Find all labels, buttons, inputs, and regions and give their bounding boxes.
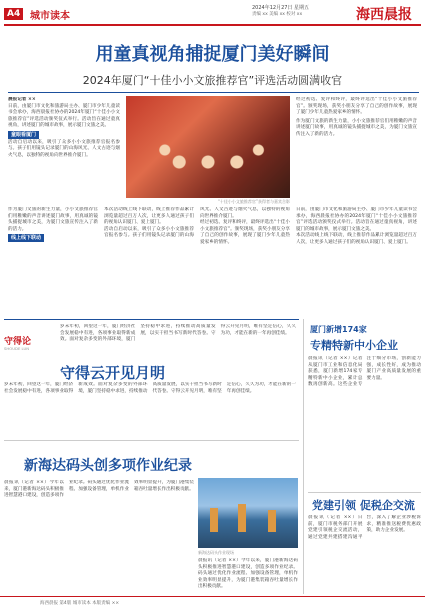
editorial-divider bbox=[4, 440, 299, 441]
byline: 晨报记者 ×× bbox=[8, 97, 36, 102]
lead-column-right-lower bbox=[296, 207, 417, 307]
lead-column-4 bbox=[296, 97, 417, 205]
lead-para-5b: 本次活动线上线下联动，线上推荐作品累计浏览量超过百万人次，让更多人通过孩子们的视角认识厦门、爱上厦门。 bbox=[296, 233, 417, 245]
date-line: 2024年12月27日 星期五 bbox=[252, 5, 310, 11]
footer-text: 海西晨报 第4版 城市读本 本版责编 ×× bbox=[40, 601, 120, 606]
section-head-1: 童眼看厦门 bbox=[8, 131, 39, 139]
port-body: 晨报讯（记者 ××）今年以来，厦门港新海达码头积极推进智慧港口建设，创造多项作业纪录。码头通过优化作业流程、加强设备管理，单机作业效率明显提升，为厦门港集装箱吞吐量增长作出积极贡献。 bbox=[4, 480, 194, 499]
lead-para-2: 活动自启动以来，吸引了众多小小文旅推荐官报名参与。孩子们用镜头记录厦门的山海风光、人文古迹与烟火气息，以独特的视角向世界推介厦门。 bbox=[8, 139, 120, 158]
right-bottom-body: 晨报讯（记者 ××）日前，厦门市税务部门开展党建引领税企交流活动，通过党建共建搭建沟通平台，深入了解企业涉税诉求，精准推送税费优惠政策，助力企业发展。 bbox=[308, 515, 421, 540]
section-head-2: 线上线下联动 bbox=[8, 234, 44, 242]
port-photo-caption: 新海达码头作业现场 bbox=[198, 550, 234, 555]
lead-para-3b: 经过初选、复评和终评，最终评选出“十佳小小文旅推荐官”。颁奖现场，获奖小朋友分享了自己的创作故事，展现了厦门少年儿童热爱家乡的情怀。 bbox=[200, 220, 290, 245]
editorial-label: 守得论 bbox=[4, 337, 32, 347]
right-top-headline: 专精特新中小企业 bbox=[310, 339, 398, 352]
editorial-body: 岁末年初，回望这一年，厦门经济社会发展稳中有进，各项事业取得新成效。面对复杂多变的外部环境，厦门坚持稳中求进，持续推动高质量发展，以实干担当书写新时代答卷。守得云开见月明，唯有坚定信心，久久为功，才能在新的一年再创佳绩。 bbox=[4, 382, 296, 394]
lead-headline: 用童真视角捕捉厦门美好瞬间 bbox=[95, 44, 330, 65]
lead-para-3: 经过初选、复评和终评，最终评选出“十佳小小文旅推荐官”。颁奖现场，获奖小朋友分享了自己的创作故事，展现了厦门少年儿童热爱家乡的情怀。 bbox=[296, 97, 417, 116]
lead-subtitle: 2024年厦门“十佳小小文旅推荐官”评选活动圆满收官 bbox=[82, 74, 343, 87]
lead-para-1: 日前，由厦门市文化和旅游局主办、厦门市少年儿童读书会承办，海西晨报社协办的2024年厦门“十佳小小文旅推荐官”评选活动颁奖仪式举行。活动旨在通过童真视角，讲述厦门的城市故事，展示厦门文旅之美。 bbox=[8, 103, 120, 129]
lead-photo bbox=[126, 96, 290, 198]
right-divider bbox=[308, 492, 421, 493]
port-body-right: 晨报讯（记者 ××）今年以来，厦门港新海达码头积极推进智慧港口建设，创造多项作业纪录。码头通过优化作业流程、加强设备管理，单机作业效率明显提升，为厦门港集装箱吞吐量增长作出积极贡献。 bbox=[198, 558, 298, 590]
editorial-intro: 岁末年初，回望这一年，厦门经济社会发展稳中有进，各项事业取得新成效。面对复杂多变的外部环境，厦门坚持稳中求进，持续推动高质量发展，以实干担当书写新时代答卷。守得云开见月明，唯有坚定信心，久久为功，才能在新的一年再创佳绩。 bbox=[60, 324, 296, 343]
port-photo bbox=[198, 478, 298, 548]
page-header bbox=[0, 0, 425, 28]
lead-para-1b: 日前，由厦门市文化和旅游局主办、厦门市少年儿童读书会承办，海西晨报社协办的2024年厦门“十佳小小文旅推荐官”评选活动颁奖仪式举行。活动旨在通过童真视角，讲述厦门的城市故事，展示厦门文旅之美。 bbox=[296, 207, 417, 232]
lead-column-1 bbox=[8, 97, 120, 205]
lead-para-2b: 活动自启动以来，吸引了众多小小文旅推荐官报名参与。孩子们用镜头记录厦门的山海风光、人文古迹与烟火气息，以独特的视角向世界推介厦门。 bbox=[104, 207, 290, 239]
page-number: A4 bbox=[4, 8, 23, 20]
right-top-kicker: 厦门新增174家 bbox=[310, 325, 367, 334]
photo-people bbox=[136, 126, 280, 186]
port-headline: 新海达码头创多项作业纪录 bbox=[24, 458, 192, 474]
lead-para-4: 作为厦门文旅的新生力量，小小文旅推荐官们用稚嫩的声音讲述厦门故事，用真诚的镜头捕捉城市之美，为厦门文旅宣传注入了新的活力。 bbox=[296, 118, 417, 137]
lead-lower-columns bbox=[8, 207, 290, 307]
editorial-sublabel: SHOUDE LUN bbox=[4, 346, 30, 351]
column-divider bbox=[303, 319, 304, 594]
lead-para-4b: 作为厦门文旅的新生力量，小小文旅推荐官们用稚嫩的声音讲述厦门故事，用真诚的镜头捕捉城市之美，为厦门文旅宣传注入了新的活力。 bbox=[8, 207, 98, 232]
right-top-body: 晨报讯（记者 ××）记者从厦门市工业和信息化局获悉，厦门新增174家专精特新中小企业，累计总数再创新高。这些企业专注于细分市场，创新能力强，成长性好，成为推动厦门产业高质量发展的重要力量。 bbox=[308, 356, 421, 388]
crane-shape bbox=[238, 504, 246, 532]
newspaper-logo: 海西晨报 bbox=[356, 7, 412, 23]
photo-caption: “十佳小小文旅推荐官”获得者与嘉宾合影 bbox=[217, 199, 290, 204]
lead-para-5: 本次活动线上线下联动，线上推荐作品累计浏览量超过百万人次，让更多人通过孩子们的视角认识厦门、爱上厦门。 bbox=[104, 207, 194, 226]
editor-line: 责编 xx 美编 xx 校对 xx bbox=[252, 12, 303, 17]
editorial-headline: 守得云开见月明 bbox=[60, 364, 166, 382]
crane-shape bbox=[210, 508, 218, 532]
right-bottom-headline: 党建引领 促税企交流 bbox=[312, 499, 415, 512]
crane-shape bbox=[268, 510, 276, 532]
section-divider bbox=[4, 319, 299, 320]
header-divider bbox=[4, 24, 421, 26]
section-title: 城市读本 bbox=[30, 11, 70, 22]
lead-divider bbox=[8, 92, 419, 93]
